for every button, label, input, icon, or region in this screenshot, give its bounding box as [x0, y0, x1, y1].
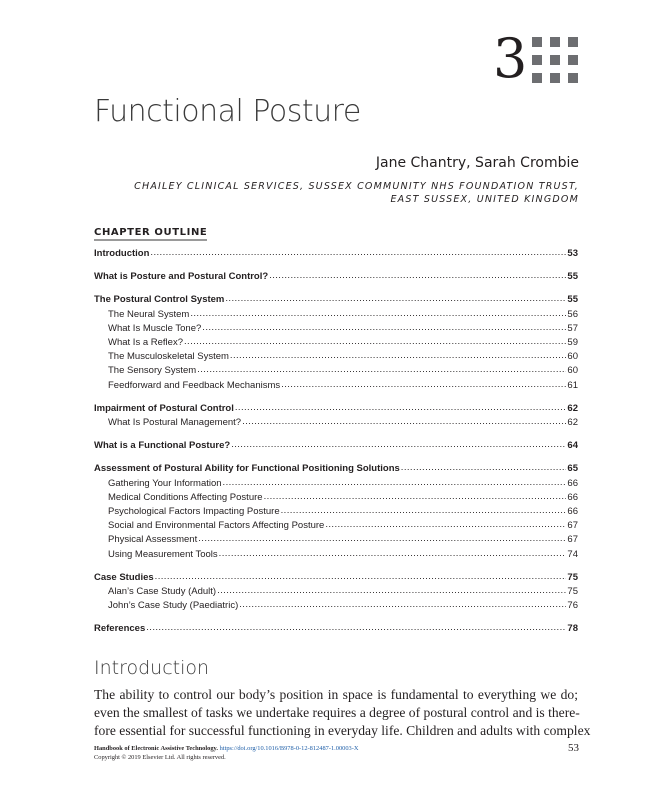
- toc-entry-title: Psychological Factors Impacting Posture: [108, 506, 280, 518]
- chapter-outline-heading: CHAPTER OUTLINE: [94, 227, 207, 241]
- toc-entry[interactable]: [94, 308, 578, 322]
- toc-entry[interactable]: [94, 247, 578, 261]
- doi-link[interactable]: https://doi.org/10.1016/B978-0-12-812487-1.00003-X: [219, 745, 359, 752]
- toc-entry-page: 59: [567, 337, 578, 349]
- affiliation-line: EAST SUSSEX, UNITED KINGDOM: [390, 194, 579, 205]
- toc-entry-title: Medical Conditions Affecting Posture: [108, 491, 263, 503]
- toc-leader: [281, 378, 566, 392]
- toc-entry-title: What is a Functional Posture?: [94, 440, 231, 452]
- toc-leader: [198, 532, 566, 546]
- toc-entry-page: 66: [567, 477, 578, 489]
- toc-entry-page: 53: [567, 248, 578, 259]
- toc-entry-title: The Musculoskeletal System: [108, 351, 229, 363]
- toc-entry-title: Gathering Your Information: [108, 477, 222, 489]
- affiliation-line: CHAILEY CLINICAL SERVICES, SUSSEX COMMUNITY NHS FOUNDATION TRUST,: [134, 181, 579, 192]
- toc-leader: [264, 490, 567, 504]
- toc-entry[interactable]: [94, 622, 578, 636]
- toc-leader: [325, 518, 566, 532]
- toc-leader: [230, 349, 567, 363]
- toc-entry-page: 55: [567, 271, 578, 283]
- toc-entry[interactable]: [94, 336, 578, 350]
- toc-entry-page: 75: [567, 586, 578, 598]
- toc-entry-page: 65: [567, 463, 578, 475]
- toc-leader: [235, 401, 567, 415]
- toc-entry-title: What Is Postural Management?: [108, 417, 242, 429]
- toc-leader: [231, 438, 566, 452]
- toc-entry[interactable]: [94, 585, 578, 599]
- toc-entry-title: The Postural Control System: [94, 294, 225, 306]
- toc-leader: [239, 598, 566, 612]
- toc-entry-page: 57: [567, 322, 578, 334]
- toc-entry[interactable]: [94, 322, 578, 336]
- toc-entry-page: 66: [567, 491, 578, 503]
- toc-entry[interactable]: [94, 364, 578, 378]
- toc-entry-title: Feedforward and Feedback Mechanisms: [108, 379, 281, 391]
- toc-entry[interactable]: [94, 571, 578, 585]
- page-footer: [94, 744, 358, 762]
- copyright: Copyright © 2019 Elsevier Ltd. All rights reserved.: [94, 754, 226, 761]
- toc-entry-page: 62: [567, 417, 578, 429]
- toc-entry[interactable]: [94, 477, 578, 491]
- introduction-paragraph: [94, 686, 591, 740]
- affiliation: [134, 180, 579, 206]
- chapter-title: Functional Posture: [94, 94, 361, 129]
- authors: Jane Chantry, Sarah Crombie: [375, 155, 579, 171]
- toc-entry-page: 76: [567, 600, 578, 612]
- toc-entry-title: Using Measurement Tools: [108, 548, 218, 560]
- toc-entry-title: Physical Assessment: [108, 534, 198, 546]
- toc-entry[interactable]: [94, 416, 578, 430]
- page-number: 53: [568, 742, 579, 754]
- toc-entry[interactable]: [94, 270, 578, 284]
- toc-entry[interactable]: [94, 439, 578, 453]
- toc-entry-title: What Is Muscle Tone?: [108, 322, 202, 334]
- toc-leader: [217, 584, 566, 598]
- chapter-outline: [94, 247, 578, 637]
- toc-entry-title: John’s Case Study (Paediatric): [108, 600, 239, 612]
- toc-leader: [242, 415, 566, 429]
- toc-leader: [225, 292, 566, 306]
- toc-entry-page: 66: [567, 506, 578, 518]
- toc-entry-title: References: [94, 623, 146, 635]
- toc-entry[interactable]: [94, 599, 578, 613]
- toc-entry-title: The Sensory System: [108, 365, 197, 377]
- toc-leader: [146, 621, 566, 635]
- paragraph-line: The ability to control our body’s position in space is fundamental to everything we do;: [94, 687, 578, 702]
- paragraph-line: even the smallest of tasks we undertake requires a degree of postural control and is there-: [94, 705, 580, 720]
- section-heading-introduction: Introduction: [94, 657, 210, 679]
- toc-leader: [155, 570, 567, 584]
- toc-entry-page: 60: [567, 351, 578, 363]
- toc-leader: [150, 246, 566, 260]
- toc-leader: [223, 476, 567, 490]
- toc-entry-page: 67: [567, 534, 578, 546]
- book-title: Handbook of Electronic Assistive Technology.: [94, 745, 218, 752]
- toc-leader: [281, 504, 567, 518]
- toc-entry-title: Assessment of Postural Ability for Functional Positioning Solutions: [94, 463, 400, 475]
- toc-entry[interactable]: [94, 379, 578, 393]
- toc-entry-title: The Neural System: [108, 308, 190, 320]
- toc-entry-page: 61: [567, 379, 578, 391]
- toc-entry-page: 78: [567, 623, 578, 635]
- toc-leader: [219, 547, 567, 561]
- toc-entry[interactable]: [94, 462, 578, 476]
- toc-entry-title: What Is a Reflex?: [108, 337, 183, 349]
- toc-leader: [190, 307, 566, 321]
- toc-entry-page: 75: [567, 571, 578, 583]
- toc-entry[interactable]: [94, 491, 578, 505]
- toc-leader: [202, 321, 566, 335]
- toc-entry[interactable]: [94, 402, 578, 416]
- toc-entry-title: Impairment of Postural Control: [94, 402, 234, 414]
- paragraph-line: fore essential for successful functioning in everyday life. Children and adults with complex: [94, 723, 591, 738]
- toc-entry-page: 74: [567, 548, 578, 560]
- chapter-grid-icon: [532, 37, 578, 83]
- toc-entry-page: 64: [567, 440, 578, 452]
- toc-entry[interactable]: [94, 533, 578, 547]
- toc-leader: [197, 363, 566, 377]
- toc-entry-title: Introduction: [94, 248, 150, 259]
- toc-entry-page: 67: [567, 520, 578, 532]
- toc-entry[interactable]: [94, 505, 578, 519]
- toc-entry-page: 55: [567, 294, 578, 306]
- toc-entry-title: Case Studies: [94, 571, 154, 583]
- toc-leader: [269, 269, 566, 283]
- toc-entry-title: Social and Environmental Factors Affecting Posture: [108, 520, 325, 532]
- toc-leader: [401, 461, 567, 475]
- toc-entry[interactable]: [94, 548, 578, 562]
- chapter-number: 3: [493, 27, 528, 90]
- toc-leader: [184, 335, 566, 349]
- toc-entry-page: 62: [567, 402, 578, 414]
- toc-entry-page: 60: [567, 365, 578, 377]
- toc-entry-title: What is Posture and Postural Control?: [94, 271, 269, 283]
- toc-entry[interactable]: [94, 519, 578, 533]
- toc-entry[interactable]: [94, 293, 578, 307]
- toc-entry-title: Alan’s Case Study (Adult): [108, 586, 217, 598]
- toc-entry[interactable]: [94, 350, 578, 364]
- toc-entry-page: 56: [567, 308, 578, 320]
